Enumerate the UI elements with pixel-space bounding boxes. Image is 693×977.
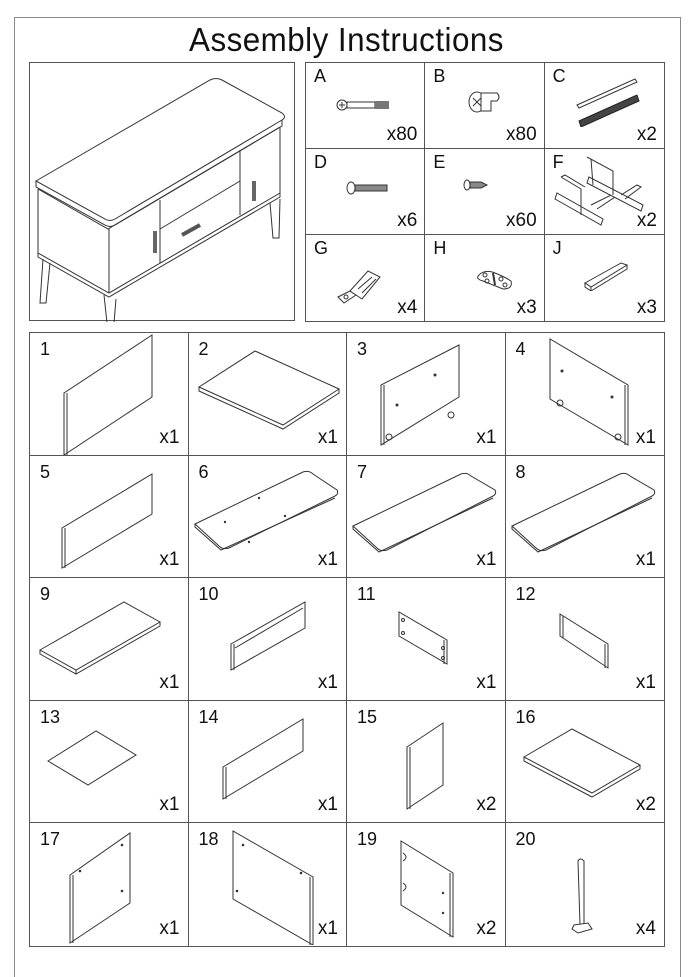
part-qty: x1	[476, 426, 497, 448]
part-qty: x2	[635, 794, 656, 816]
hardware-qty: x2	[636, 124, 657, 145]
part-item-18	[189, 823, 348, 946]
part-qty: x1	[159, 671, 180, 693]
part-qty: x1	[635, 549, 656, 571]
wood-screw-icon	[463, 179, 489, 191]
part-qty: x1	[317, 671, 338, 693]
part-item-6	[189, 456, 348, 579]
part-qty: x1	[476, 671, 497, 693]
part-qty: x1	[159, 549, 180, 571]
part-item-10	[189, 578, 348, 701]
product-illustration	[29, 62, 295, 321]
cam-bolt-icon	[336, 97, 396, 113]
hardware-letter: D	[314, 152, 327, 172]
part-qty: x1	[317, 426, 338, 448]
wood-strip-icon	[583, 261, 629, 291]
hardware-letter: A	[314, 66, 327, 86]
hardware-qty: x2	[636, 210, 657, 231]
part-item-3	[347, 333, 506, 456]
part-item-19	[347, 823, 506, 946]
part-item-17	[30, 823, 189, 946]
part-item-1	[30, 333, 189, 456]
part-number: 10	[198, 584, 219, 605]
hardware-qty: x3	[516, 297, 537, 318]
part-number: 16	[515, 706, 536, 727]
hardware-letter: B	[433, 66, 446, 86]
hardware-qty: x4	[397, 297, 418, 318]
part-number: 11	[357, 584, 376, 605]
part-number: 4	[515, 339, 526, 359]
hardware-item-a	[306, 63, 425, 149]
part-number: 3	[357, 339, 368, 359]
connector-plate-icon	[475, 267, 515, 293]
part-qty: x1	[159, 917, 180, 939]
part-qty: x2	[476, 917, 497, 939]
hardware-item-d	[306, 149, 425, 235]
hinge-icon	[336, 265, 384, 307]
part-item-4	[506, 333, 665, 456]
hardware-grid	[305, 62, 665, 322]
part-number: 15	[357, 706, 378, 727]
part-qty: x1	[159, 794, 180, 816]
hardware-letter: E	[433, 152, 446, 172]
part-qty: x1	[317, 917, 338, 939]
hardware-item-b	[425, 63, 544, 149]
hardware-letter: J	[552, 238, 562, 258]
hardware-item-f	[545, 149, 664, 235]
part-number: 20	[515, 829, 536, 850]
part-item-8	[506, 456, 665, 579]
hardware-qty: x80	[506, 124, 537, 145]
part-qty: x1	[317, 549, 338, 571]
hardware-letter: F	[552, 152, 564, 172]
hardware-qty: x6	[397, 210, 418, 231]
page-title: Assembly Instructions	[189, 21, 504, 58]
hardware-item-e	[425, 149, 544, 235]
hardware-item-g	[306, 235, 425, 321]
machine-screw-icon	[346, 181, 390, 195]
hardware-item-c	[545, 63, 664, 149]
part-item-9	[30, 578, 189, 701]
part-item-15	[347, 701, 506, 824]
part-number: 2	[198, 339, 209, 359]
part-item-16	[506, 701, 665, 824]
hardware-qty: x80	[386, 124, 418, 145]
part-qty: x1	[159, 426, 180, 448]
hardware-item-h	[425, 235, 544, 321]
hardware-qty: x60	[506, 210, 537, 231]
hardware-letter: C	[552, 66, 566, 86]
part-qty: x1	[317, 794, 338, 816]
part-qty: x2	[476, 794, 497, 816]
part-qty: x4	[635, 917, 656, 939]
sideboard-icon	[30, 63, 296, 322]
hardware-item-j	[545, 235, 664, 321]
cam-lock-icon	[467, 89, 503, 115]
hardware-letter: G	[314, 238, 329, 258]
hardware-qty: x3	[636, 297, 657, 318]
part-item-12	[506, 578, 665, 701]
part-item-11	[347, 578, 506, 701]
part-number: 12	[515, 584, 536, 605]
part-number: 14	[198, 706, 219, 727]
part-qty: x1	[476, 549, 497, 571]
parts-grid	[29, 332, 665, 947]
part-number: 5	[40, 461, 51, 482]
part-number: 9	[40, 584, 51, 605]
part-item-20	[506, 823, 665, 946]
part-item-5	[30, 456, 189, 579]
part-item-2	[189, 333, 348, 456]
part-number: 19	[357, 829, 378, 850]
hardware-letter: H	[433, 238, 447, 258]
part-number: 1	[40, 339, 51, 359]
part-item-7	[347, 456, 506, 579]
part-number: 7	[357, 461, 368, 482]
part-qty: x1	[635, 671, 656, 693]
part-number: 8	[515, 461, 526, 482]
part-item-14	[189, 701, 348, 824]
part-item-13	[30, 701, 189, 824]
part-number: 13	[40, 706, 61, 727]
part-number: 17	[40, 829, 61, 850]
drawer-slide-icon	[575, 77, 641, 127]
part-number: 6	[198, 461, 209, 482]
part-qty: x1	[635, 426, 656, 448]
part-number: 18	[198, 829, 219, 850]
